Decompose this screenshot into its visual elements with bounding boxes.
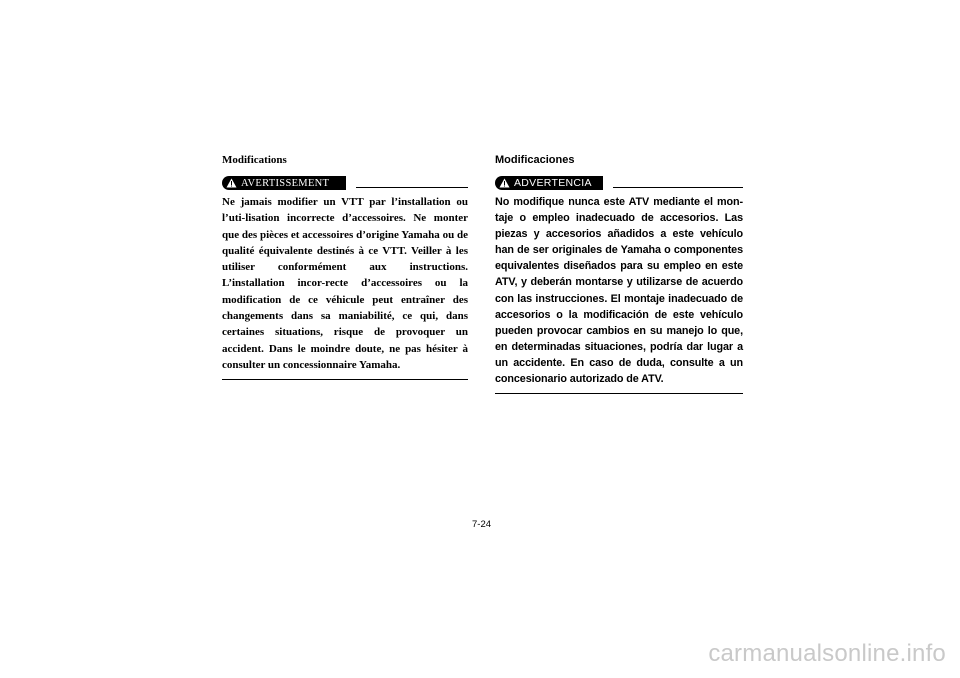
french-section: [222, 153, 468, 380]
spanish-warning-rule: [613, 187, 743, 188]
french-end-rule: [222, 379, 468, 380]
warning-triangle-icon: [499, 178, 510, 188]
page-number: 7-24: [472, 519, 492, 530]
spanish-section: [495, 153, 743, 394]
french-warning-badge: [222, 176, 346, 190]
french-warning-header: [222, 176, 468, 190]
french-warning-label: AVERTISSEMENT: [241, 177, 330, 189]
warning-triangle-icon: [226, 178, 237, 188]
spanish-heading: Modificaciones: [495, 154, 575, 166]
watermark: carmanualsonline.info: [708, 640, 946, 667]
french-warning-rule: [356, 187, 468, 188]
spanish-warning-badge: [495, 176, 603, 190]
french-heading: Modifications: [222, 154, 287, 166]
spanish-warning-text: No modifique nunca este ATV mediante el mon-taje o empleo inadecuado de accesorios. Las piezas y accesorios añadidos a este vehículo han de ser originales de Yamaha o componentes equivalentes diseñados para su empleo en este ATV, y deberán montarse y utilizarse de acuerdo con las instrucciones. El montaje inadecuado de accesorios o la modificación de este vehículo pueden provocar cambios en su manejo lo que, en determinadas situaciones, podría dar lugar a un accidente. En caso de duda, consulte a un concesionario autorizado de ATV.: [495, 196, 743, 386]
french-warning-text: Ne jamais modifier un VTT par l’installation ou l’uti-lisation incorrecte d’accessoires. Ne monter que des pièces et accessoires d’origine Yamaha ou de qualité équivalente destinés à ce VTT. Veiller à les utiliser conformément aux instructions. L’installation incor-recte d’accessoires ou la modification de ce véhicule peut entraîner des changements dans sa maniabilité, ce qui, dans certaines situations, risque de provoquer un accident. Dans le moindre doute, ne pas hésiter à consulter un concessionnaire Yamaha.: [222, 196, 468, 371]
spanish-end-rule: [495, 393, 743, 394]
spanish-warning-header: [495, 176, 743, 190]
spanish-warning-label: ADVERTENCIA: [514, 177, 592, 189]
